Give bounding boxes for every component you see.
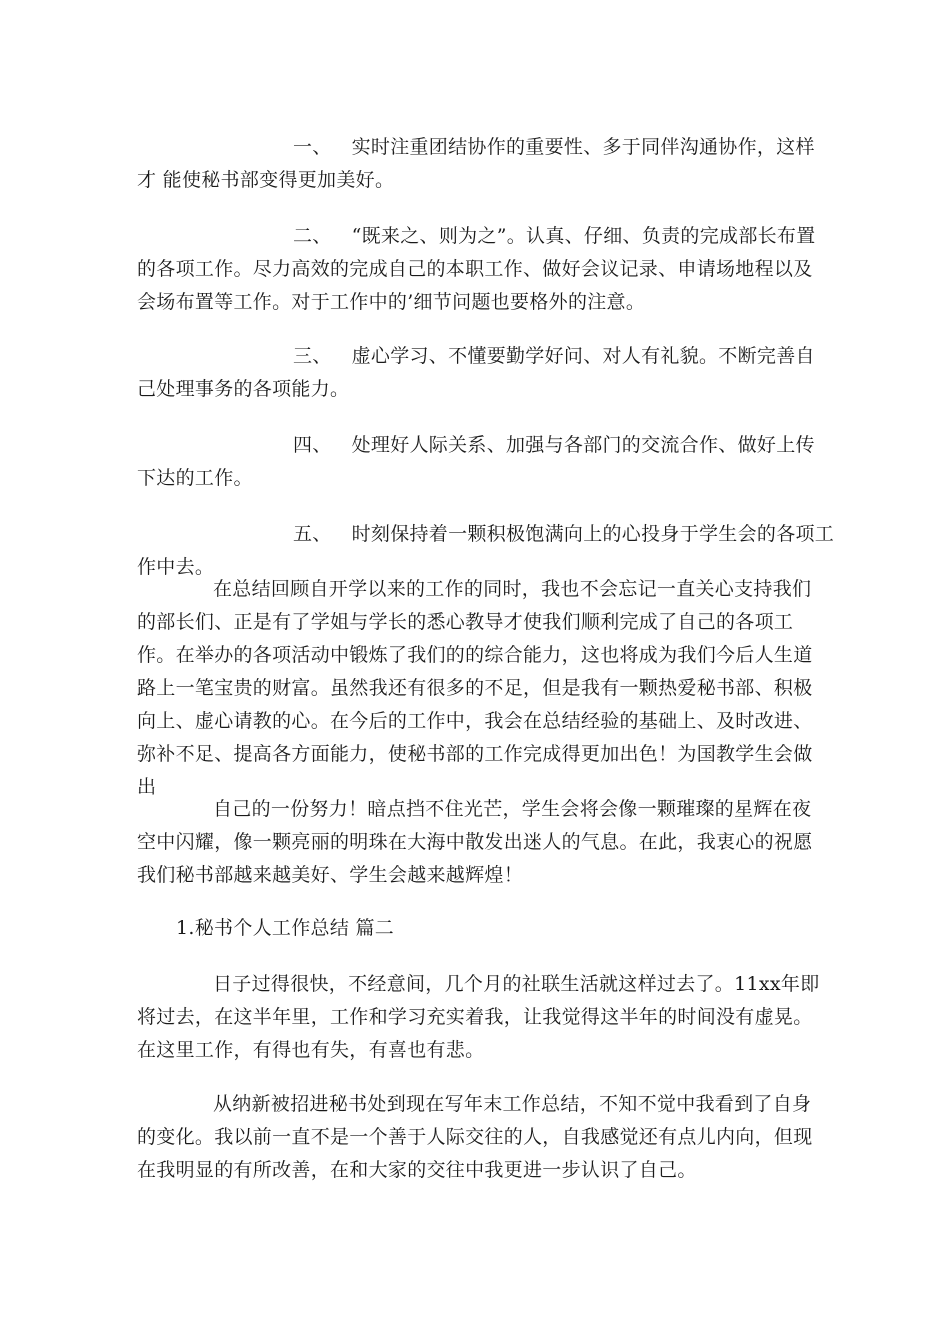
list-item-4 — [137, 429, 827, 495]
section-heading: 1.秘书个人工作总结 篇二 — [176, 917, 395, 939]
list-item-1 — [137, 131, 827, 197]
list-item-text: 处理好人际关系、加强与各部门的交流合作、做好上传下达的工作。 — [137, 434, 815, 489]
list-number: 二、 — [293, 225, 332, 247]
list-item-text: 时刻保持着一颗积极饱满向上的心投身于学生会的各项工 作中去。 — [137, 523, 835, 578]
body-paragraph-closing: 自己的一份努力！暗点挡不住光芒，学生会将会像一颗璀璨的星辉在夜空中闪耀，像一颗亮丽的明珠在大海中散发出迷人的气息。在此，我衷心的祝愿我们秘书部越来越美好、学生会越来越辉煌！ — [137, 798, 813, 886]
list-item-3 — [137, 340, 827, 406]
body-paragraph-change: 从纳新被招进秘书处到现在写年末工作总结，不知不觉中我看到了自身的变化。我以前一直不是一个善于人际交往的人，自我感觉还有点儿内向，但现在我明显的有所改善，在和大家的交往中我更进一步认识了自己。 — [137, 1093, 813, 1181]
list-number: 三、 — [293, 345, 332, 367]
list-number: 四、 — [293, 434, 332, 456]
body-paragraph-intro: 日子过得很快，不经意间，几个月的社联生活就这样过去了。11xx年即将过去，在这半年里，工作和学习充实着我，让我觉得这半年的时间没有虚晃。在这里工作，有得也有失，有喜也有悲。 — [137, 973, 820, 1061]
list-number: 五、 — [293, 523, 332, 545]
list-item-text: 实时注重团结协作的重要性、多于同伴沟通协作，这样才 能使秘书部变得更加美好。 — [137, 136, 815, 191]
list-item-2 — [137, 220, 827, 319]
list-number: 一、 — [293, 136, 332, 158]
body-paragraph-summary: 在总结回顾自开学以来的工作的同时，我也不会忘记一直关心支持我们的部长们、正是有了学姐与学长的悉心教导才使我们顺利完成了自己的各项工作。在举办的各项活动中锻炼了我们的的综合能力，这也将成为我们今后人生道路上一笔宝贵的财富。虽然我还有很多的不足，但是我有一颗热爱秘书部、积极向上、虚心请教的心。在今后的工作中，我会在总结经验的基础上、及时改进、弥补不足、提高各方面能力，使秘书部的工作完成得更加出色！为国教学生会做出 — [137, 578, 813, 798]
list-item-text: 虚心学习、不懂要勤学好问、对人有礼貌。不断完善自己处理事务的各项能力。 — [137, 345, 815, 400]
list-item-text: “既来之、则为之”。认真、仔细、负责的完成部长布置的各项工作。尽力高效的完成自己的本职工作、做好会议记录、申请场地程以及会场布置等工作。对于工作中的’细节问题也要格外的注意。 — [137, 225, 816, 313]
